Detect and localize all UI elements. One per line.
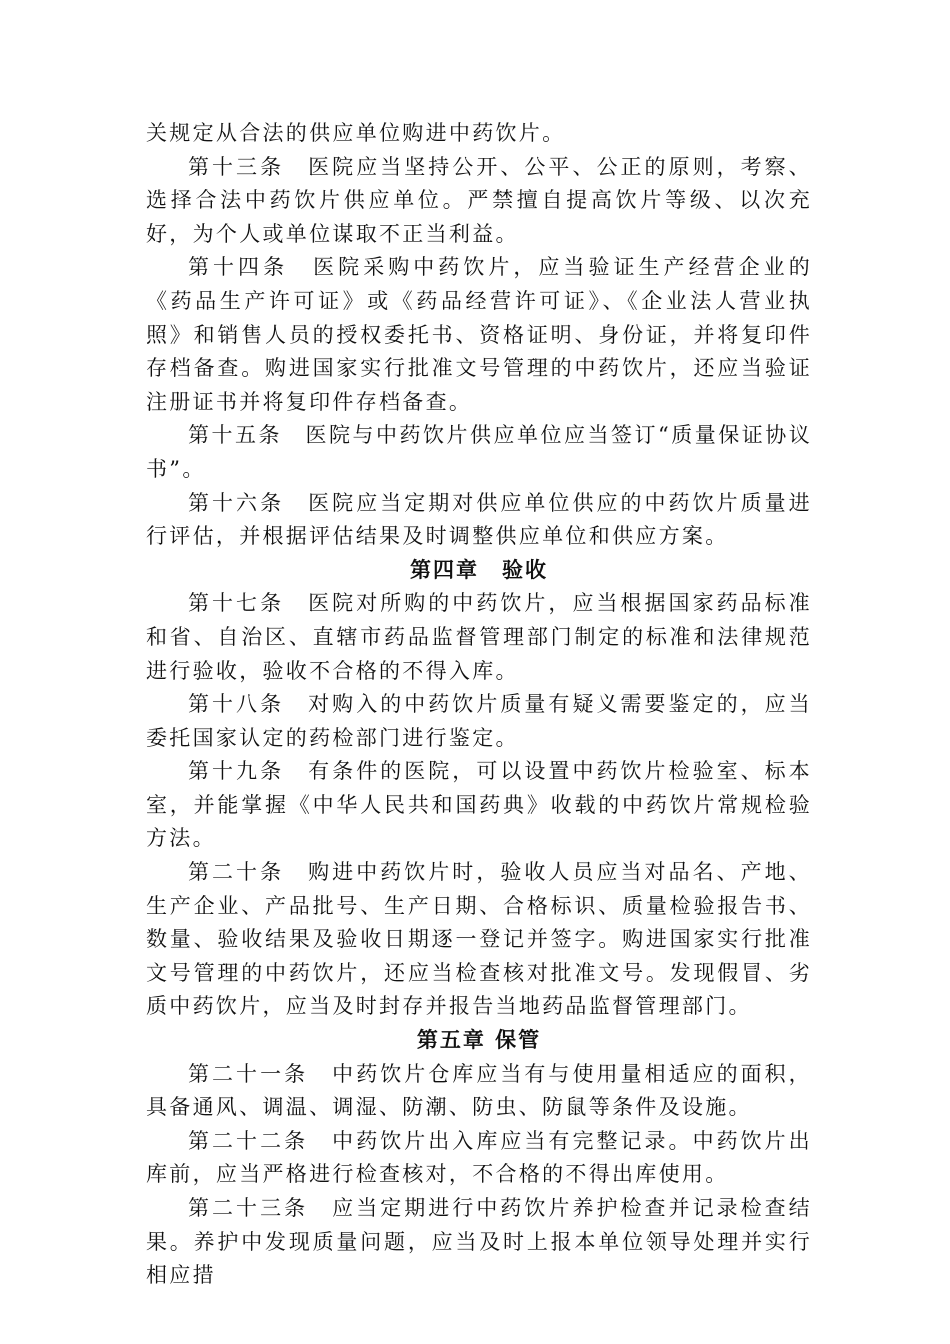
article-16: 第十六条 医院应当定期对供应单位供应的中药饮片质量进行评估，并根据评估结果及时调整供应单位和供应方案。: [146, 490, 812, 549]
article-20: 第二十条 购进中药饮片时，验收人员应当对品名、产地、生产企业、产品批号、生产日期、合格标识、质量检验报告书、数量、验收结果及验收日期逐一登记并签字。购进国家实行批准文号管理的中药饮片，还应当检查核对批准文号。发现假冒、劣质中药饮片，应当及时封存并报告当地药品监督管理部门。: [146, 860, 812, 1019]
chapter-5-heading: 第五章 保管: [416, 1028, 542, 1053]
article-19: 第十九条 有条件的医院，可以设置中药饮片检验室、标本室，并能掌握《中华人民共和国药典》收载的中药饮片常规检验方法。: [146, 759, 812, 851]
document-body: [146, 117, 812, 1293]
article-15: 第十五条 医院与中药饮片供应单位应当签订“质量保证协议书”。: [146, 423, 812, 481]
article-14: 第十四条 医院采购中药饮片，应当验证生产经营企业的《药品生产许可证》或《药品经营许可证》、《企业法人营业执照》和销售人员的授权委托书、资格证明、身份证，并将复印件存档备查。购进国家实行批准文号管理的中药饮片，还应当验证注册证书并将复印件存档备查。: [146, 255, 812, 414]
article-21: 第二十一条 中药饮片仓库应当有与使用量相适应的面积，具备通风、调温、调湿、防潮、防虫、防鼠等条件及设施。: [146, 1061, 812, 1120]
article-17: 第十七条 医院对所购的中药饮片，应当根据国家药品标准和省、自治区、直辖市药品监督管理部门制定的标准和法律规范进行验收，验收不合格的不得入库。: [146, 591, 812, 683]
article-13: 第十三条 医院应当坚持公开、公平、公正的原则，考察、选择合法中药饮片供应单位。严禁擅自提高饮片等级、以次充好，为个人或单位谋取不正当利益。: [146, 154, 812, 246]
article-18: 第十八条 对购入的中药饮片质量有疑义需要鉴定的，应当委托国家认定的药检部门进行鉴定。: [146, 692, 812, 750]
chapter-4-heading: 第四章 验收: [410, 557, 548, 582]
article-22: 第二十二条 中药饮片出入库应当有完整记录。中药饮片出库前，应当严格进行检查核对，不合格的不得出库使用。: [146, 1128, 812, 1187]
paragraph-continuation: 关规定从合法的供应单位购进中药饮片。: [146, 121, 566, 145]
article-23: 第二十三条 应当定期进行中药饮片养护检查并记录检查结果。养护中发现质量问题，应当及时上报本单位领导处理并实行相应措: [146, 1196, 812, 1288]
